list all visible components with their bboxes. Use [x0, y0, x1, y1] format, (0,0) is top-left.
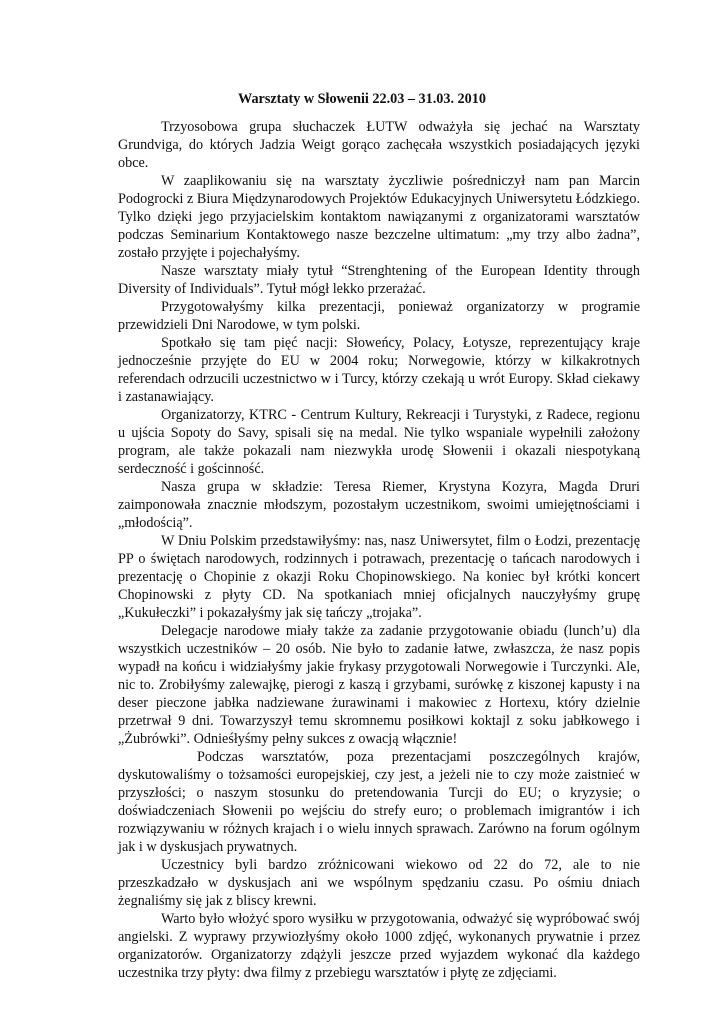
paragraph-lunch: Delegacje narodowe miały także za zadanie przygotowanie obiadu (lunch’u) dla wszystkich uczestników – 20 osób. Nie było to zadanie łatwe, zwłaszcza, że nasz popis wypadł na końcu i widziałyśmy jakie frykasy przygotowali Norwegowie i Turczynki. Ale, nic to. Zrobiłyśmy zalewajkę, pierogi z kaszą i grzybami, surówkę z kiszonej kapusty i na deser pieczone jabłka nadziewane żurawinami i makowiec z Hortexu, który dzielnie przetrwał 9 dni. Towarzyszył temu skromnemu posiłkowi koktajl z soku jabłkowego i „Żubrówki”. Odnieśłyśmy pełny sukces z owacją włącznie! [118, 623, 640, 747]
paragraph-discussions: Podczas warsztatów, poza prezentacjami poszczególnych krajów, dyskutowaliśmy o tożsamości europejskiej, czy jest, a jeżeli nie to czy może zaistnieć w przyszłości; o naszym stosunku do pretendowania Turcji do EU; o kryzysie; o doświadczeniach Słowenii po wejściu do strefy euro; o problemach imigrantów i ich rozwiązywaniu w różnych krajach i o wielu innych sprawach. Zarówno na forum ogólnym jak i w dyskusjach prywatnych. [118, 749, 640, 855]
paragraph-group: Nasza grupa w składzie: Teresa Riemer, Krystyna Kozyra, Magda Druri zaimponowała znacznie młodszym, pozostałym uczestnikom, swoimi umiejętnościami i „młodością”. [118, 479, 640, 531]
document-title: Warsztaty w Słowenii 22.03 – 31.03. 2010 [238, 91, 486, 107]
paragraph-workshop-title: Nasze warsztaty miały tytuł “Strenghtening of the European Identity through Diversity of Individuals”. Tytuł mógł lekko przerażać. [118, 263, 640, 297]
paragraph-summary: Warto było włożyć sporo wysiłku w przygotowania, odważyć się wypróbować swój angielski. Z wyprawy przywiozłyśmy około 1000 zdjęć, wykonanych prywatnie i przez organizatorów. Organizatorzy zdążyli jeszcze przed wyjazdem wykonać dla każdego uczestnika trzy płyty: dwa filmy z przebiegu warsztatów i płytę ze zdjęciami. [118, 911, 640, 981]
paragraph-presentations: Przygotowałyśmy kilka prezentacji, ponieważ organizatorzy w programie przewidzieli Dni Narodowe, w tym polski. [118, 299, 640, 333]
paragraph-organizers: Organizatorzy, KTRC - Centrum Kultury, Rekreacji i Turystyki, z Radece, regionu u ujścia Sopoty do Savy, spisali się na medal. Nie tylko wspaniale wypełnili założony program, ale także pokazali nam niezwykła urodę Słowenii i okazali niespotykaną serdeczność i gościnność. [118, 407, 640, 477]
paragraph-participants: Uczestnicy byli bardzo zróżnicowani wiekowo od 22 do 72, ale to nie przeszkadzało w dyskusjach ani we wspólnym spędzaniu czasu. Po ośmiu dniach żegnaliśmy się jak z bliscy krewni. [118, 857, 640, 909]
paragraph-intro: Trzyosobowa grupa słuchaczek ŁUTW odważyła się jechać na Warsztaty Grundviga, do których Jadzia Weigt gorąco zachęcała wszystkich posiadających języki obce. [118, 119, 640, 171]
paragraph-nations: Spotkało się tam pięć nacji: Słoweńcy, Polacy, Łotysze, reprezentujący kraje jednocześnie przyjęte do EU w 2004 roku; Norwegowie, którzy w kilkakrotnych referendach odrzucili uczestnictwo w i Turcy, którzy czekają u wrót Europy. Skład ciekawy i zastanawiający. [118, 335, 640, 405]
document-body [118, 118, 640, 982]
paragraph-application: W zaaplikowaniu się na warsztaty życzliwie pośredniczył nam pan Marcin Podogrocki z Biura Międzynarodowych Projektów Edukacyjnych Uniwersytetu Łódzkiego. Tylko dzięki jego przyjacielskim kontaktom nawiązanymi z organizatorami warsztatów podczas Seminarium Kontaktowego nasze bezczelne ultimatum: „my trzy albo żadna”, zostało przyjęte i pojechałyśmy. [118, 173, 640, 261]
paragraph-polish-day: W Dniu Polskim przedstawiłyśmy: nas, nasz Uniwersytet, film o Łodzi, prezentację PP o świętach narodowych, rodzinnych i potrawach, prezentację o tańcach narodowych i prezentację o Chopinie z okazji Roku Chopinowskiego. Na koniec był krótki koncert Chopinowski z płyty CD. Na spotkaniach mniej oficjalnych nauczyłyśmy grupę „Kukułeczki” i pokazałyśmy jak się tańczy „trojaka”. [118, 533, 640, 621]
